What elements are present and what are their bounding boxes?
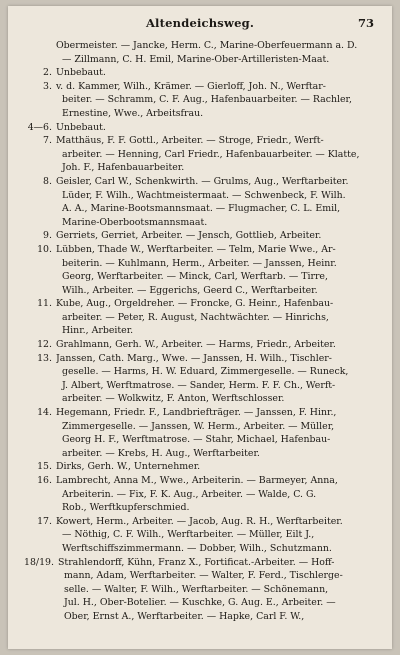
address-entry bbox=[24, 338, 378, 352]
resident-line: Wilh., Arbeiter. — Eggerichs, Geerd C., Werftarbeiter. bbox=[62, 284, 318, 296]
resident-line: Hinr., Arbeiter. bbox=[62, 325, 134, 337]
address-entry bbox=[24, 297, 378, 338]
resident-line: Georg H. F., Werftmatrose. — Stahr, Michael, Hafenbau- bbox=[62, 434, 331, 446]
house-number bbox=[24, 39, 56, 66]
resident-line: — Zillmann, C. H. Emil, Marine-Ober-Artilleristen-Maat. bbox=[62, 53, 330, 65]
address-entry bbox=[24, 134, 378, 175]
page-number: 73 bbox=[357, 16, 374, 30]
resident-line: Ernestine, Wwe., Arbeitsfrau. bbox=[62, 107, 204, 119]
house-number: 18/19. bbox=[24, 556, 54, 568]
address-entry bbox=[24, 460, 378, 474]
resident-line: Zimmergeselle. — Janssen, W. Herm., Arbeiter. — Müller, bbox=[62, 420, 335, 432]
address-entry bbox=[24, 175, 378, 229]
address-entry bbox=[24, 243, 378, 297]
resident-line: Geisler, Carl W., Schenkwirth. — Grulms, Aug., Werftarbeiter. bbox=[56, 175, 349, 187]
resident-line: Strahlendorff, Kühn, Franz X., Fortificat.-Arbeiter. — Hoff- bbox=[58, 556, 335, 568]
resident-text bbox=[56, 121, 378, 135]
resident-line: Obermeister. — Jancke, Herm. C., Marine-Oberfeuermann a. D. bbox=[56, 40, 358, 51]
house-number: 7. bbox=[43, 135, 52, 147]
house-number: 14. bbox=[37, 407, 52, 419]
resident-line: Matthäus, F. F. Gottl., Arbeiter. — Stroge, Friedr., Werft- bbox=[56, 135, 324, 147]
address-entry bbox=[24, 352, 378, 406]
address-entry-list bbox=[24, 39, 378, 624]
resident-line: Arbeiterin. — Fix, F. K. Aug., Arbeiter. — Walde, C. G. bbox=[62, 488, 317, 500]
running-header bbox=[8, 16, 392, 30]
house-number: 17. bbox=[37, 515, 52, 527]
house-number: 10. bbox=[37, 243, 52, 255]
resident-text bbox=[56, 66, 378, 80]
house-number: 15. bbox=[37, 461, 52, 473]
resident-line: Gerriets, Gerriet, Arbeiter. — Jensch, Gottlieb, Arbeiter. bbox=[56, 230, 322, 242]
address-entry bbox=[24, 121, 378, 135]
house-number: 11. bbox=[37, 298, 52, 310]
house-number: 13. bbox=[37, 352, 52, 364]
resident-line: Georg, Werftarbeiter. — Minck, Carl, Werftarb. — Tirre, bbox=[62, 271, 328, 283]
house-number: 12. bbox=[37, 339, 52, 351]
resident-text bbox=[56, 134, 378, 175]
resident-line: Marine-Oberbootsmannsmaat. bbox=[62, 216, 208, 228]
resident-line: arbeiter. — Krebs, H. Aug., Werftarbeiter. bbox=[62, 447, 260, 459]
address-entry bbox=[24, 515, 378, 556]
resident-text bbox=[56, 175, 378, 229]
resident-line: Kowert, Herm., Arbeiter. — Jacob, Aug. R. H., Werftarbeiter. bbox=[56, 515, 343, 527]
resident-line: — Nöthig, C. F. Wilh., Werftarbeiter. — Müller, Eilt J., bbox=[62, 529, 315, 541]
address-entry bbox=[24, 474, 378, 515]
address-entry bbox=[24, 556, 378, 624]
address-entry bbox=[24, 66, 378, 80]
resident-line: Kube, Aug., Orgeldreher. — Froncke, G. Heinr., Hafenbau- bbox=[56, 298, 334, 310]
address-entry bbox=[24, 39, 378, 66]
resident-line: Lambrecht, Anna M., Wwe., Arbeiterin. — Barmeyer, Anna, bbox=[56, 475, 338, 486]
directory-page bbox=[8, 6, 392, 649]
resident-line: Hegemann, Friedr. F., Landbriefträger. — Janssen, F. Hinr., bbox=[56, 407, 337, 419]
resident-text bbox=[56, 406, 378, 460]
resident-text bbox=[56, 515, 378, 556]
resident-line: Rob., Werftkupferschmied. bbox=[62, 502, 190, 514]
resident-text bbox=[56, 80, 378, 121]
resident-line: Janssen, Cath. Marg., Wwe. — Janssen, H. Wilh., Tischler- bbox=[56, 352, 332, 364]
house-number: 4—6. bbox=[27, 121, 52, 133]
resident-line: Grahlmann, Gerh. W., Arbeiter. — Harms, Friedr., Arbeiter. bbox=[56, 339, 336, 351]
resident-text bbox=[56, 474, 378, 515]
resident-text bbox=[56, 352, 378, 406]
resident-line: arbeiter. — Wolkwitz, F. Anton, Werftschlosser. bbox=[62, 393, 285, 405]
resident-line: Unbebaut. bbox=[56, 121, 106, 133]
resident-text bbox=[56, 338, 378, 352]
resident-text bbox=[56, 229, 378, 243]
resident-line: selle. — Walter, F. Wilh., Werftarbeiter. — Schönemann, bbox=[64, 583, 329, 595]
resident-line: Lübben, Thade W., Werftarbeiter. — Telm, Marie Wwe., Ar- bbox=[56, 243, 336, 255]
street-heading: Altendeichsweg. bbox=[145, 16, 255, 30]
resident-text bbox=[56, 39, 378, 66]
house-number: 9. bbox=[43, 230, 52, 242]
resident-line: arbeiter. — Henning, Carl Friedr., Hafenbauarbeiter. — Klatte, bbox=[62, 148, 360, 160]
resident-text bbox=[58, 556, 378, 624]
resident-line: geselle. — Harms, H. W. Eduard, Zimmergeselle. — Runeck, bbox=[62, 366, 349, 378]
resident-line: beiterin. — Kuhlmann, Herm., Arbeiter. — Janssen, Heinr. bbox=[62, 257, 337, 269]
resident-line: arbeiter. — Peter, R. August, Nachtwächter. — Hinrichs, bbox=[62, 311, 329, 323]
resident-line: Werftschiffszimmermann. — Dobber, Wilh., Schutzmann. bbox=[62, 542, 332, 554]
address-entry bbox=[24, 229, 378, 243]
house-number: 16. bbox=[37, 475, 52, 486]
resident-line: Dirks, Gerh. W., Unternehmer. bbox=[56, 461, 201, 473]
resident-line: Unbebaut. bbox=[56, 67, 106, 79]
house-number: 2. bbox=[43, 67, 52, 79]
resident-line: Lüder, F. Wilh., Wachtmeistermaat. — Schwenbeck, F. Wilh. bbox=[62, 189, 346, 201]
resident-line: Joh. F., Hafenbauarbeiter. bbox=[62, 162, 185, 174]
resident-line: A. A., Marine-Bootsmannsmaat. — Flugmacher, C. L. Emil, bbox=[62, 203, 341, 215]
address-entry bbox=[24, 80, 378, 121]
house-number: 3. bbox=[43, 80, 52, 92]
house-number: 8. bbox=[43, 175, 52, 187]
resident-text bbox=[56, 297, 378, 338]
resident-line: beiter. — Schramm, C. F. Aug., Hafenbauarbeiter. — Rachler, bbox=[62, 94, 352, 106]
resident-line: v. d. Kammer, Wilh., Krämer. — Gierloff, Joh. N., Werftar- bbox=[56, 80, 326, 92]
resident-line: Jul. H., Ober-Botelier. — Kuschke, G. Aug. E., Arbeiter. — bbox=[64, 597, 336, 609]
resident-text bbox=[56, 460, 378, 474]
resident-text bbox=[56, 243, 378, 297]
resident-line: mann, Adam, Werftarbeiter. — Walter, F. Ferd., Tischlerge- bbox=[64, 570, 343, 582]
address-entry bbox=[24, 406, 378, 460]
resident-line: J. Albert, Werftmatrose. — Sander, Herm. F. F. Ch., Werft- bbox=[62, 379, 336, 391]
resident-line: Ober, Ernst A., Werftarbeiter. — Hapke, Carl F. W., bbox=[64, 610, 305, 622]
